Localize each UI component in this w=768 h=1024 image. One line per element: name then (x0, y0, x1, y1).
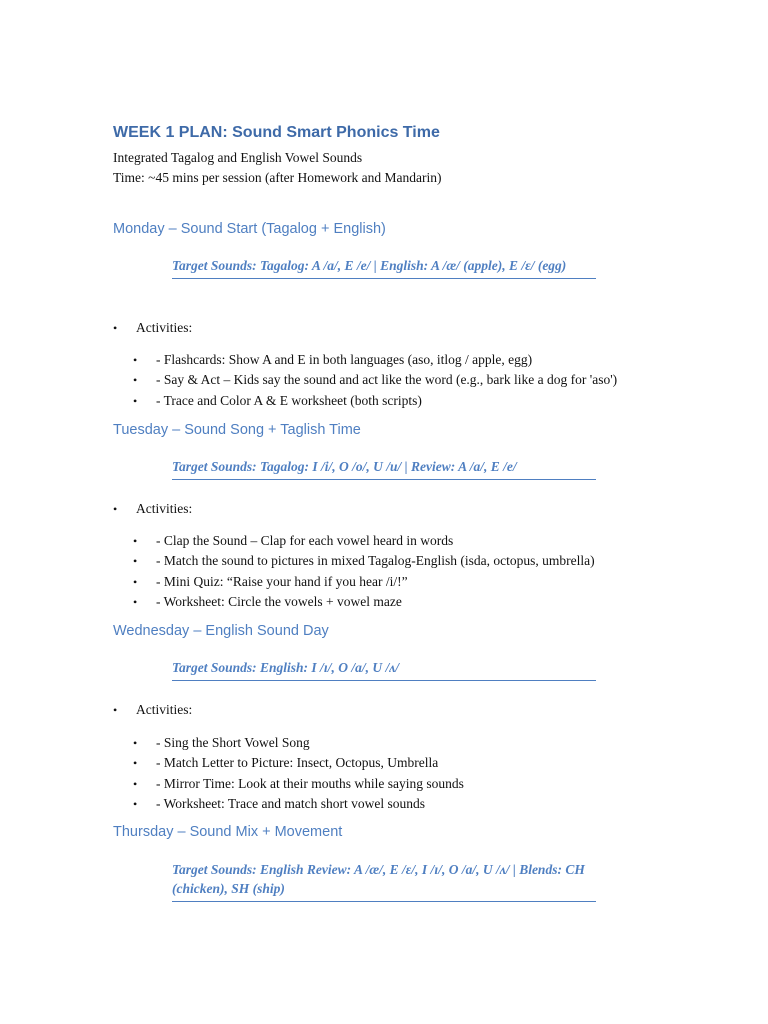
bullet-icon: • (133, 736, 138, 750)
wednesday-activities-list (133, 733, 464, 814)
list-item: • - Match the sound to pictures in mixed Tagalog-English (isda, octopus, umbrella) (133, 551, 595, 571)
wednesday-heading: Wednesday – English Sound Day (113, 623, 329, 639)
list-item: • - Sing the Short Vowel Song (133, 733, 464, 753)
bullet-icon: • (133, 776, 138, 791)
bullet-icon: • (133, 393, 138, 408)
thursday-heading: Thursday – Sound Mix + Movement (113, 824, 343, 840)
document-title: WEEK 1 PLAN: Sound Smart Phonics Time (113, 124, 440, 141)
monday-heading: Monday – Sound Start (Tagalog + English) (113, 221, 386, 237)
bullet-icon: • (133, 353, 138, 367)
bullet-icon: • (113, 703, 118, 717)
monday-activities-label: • Activities: (113, 320, 193, 335)
bullet-icon: • (133, 574, 138, 589)
list-item: • - Match Letter to Picture: Insect, Octopus, Umbrella (133, 753, 464, 773)
document-subtitle: Integrated Tagalog and English Vowel Sounds (113, 150, 363, 165)
bullet-icon: • (133, 554, 138, 569)
list-item: • - Mini Quiz: “Raise your hand if you hear /i/!” (133, 572, 595, 592)
list-item: • - Trace and Color A & E worksheet (both scripts) (133, 391, 617, 411)
bullet-icon: • (113, 321, 118, 335)
tuesday-heading: Tuesday – Sound Song + Taglish Time (113, 422, 361, 438)
bullet-icon: • (133, 534, 138, 548)
list-item: • - Clap the Sound – Clap for each vowel heard in words (133, 531, 595, 551)
tuesday-activities-label: • Activities: (113, 501, 193, 516)
tuesday-activities-list (133, 531, 595, 612)
list-item: • - Flashcards: Show A and E in both languages (aso, itlog / apple, egg) (133, 350, 617, 370)
monday-activities-list (133, 350, 617, 411)
list-item: • - Worksheet: Circle the vowels + vowel maze (133, 592, 595, 612)
bullet-icon: • (113, 502, 118, 516)
list-item: • - Say & Act – Kids say the sound and act like the word (e.g., bark like a dog for 'aso') (133, 370, 617, 390)
wednesday-target-sounds: Target Sounds: English: I /ɪ/, O /ɑ/, U /ʌ/ (172, 658, 596, 681)
bullet-icon: • (133, 796, 138, 811)
bullet-icon: • (133, 373, 138, 388)
bullet-icon: • (133, 594, 138, 609)
thursday-target-sounds: Target Sounds: English Review: A /æ/, E /ɛ/, I /ɪ/, O /ɑ/, U /ʌ/ | Blends: CH (chicken), SH (ship) (172, 860, 596, 902)
monday-target-sounds: Target Sounds: Tagalog: A /a/, E /e/ | English: A /æ/ (apple), E /ɛ/ (egg) (172, 256, 596, 279)
list-item: • - Mirror Time: Look at their mouths while saying sounds (133, 774, 464, 794)
tuesday-target-sounds: Target Sounds: Tagalog: I /i/, O /o/, U /u/ | Review: A /a/, E /e/ (172, 457, 596, 480)
session-time: Time: ~45 mins per session (after Homework and Mandarin) (113, 170, 442, 185)
list-item: • - Worksheet: Trace and match short vowel sounds (133, 794, 464, 814)
wednesday-activities-label: • Activities: (113, 702, 193, 717)
bullet-icon: • (133, 756, 138, 771)
